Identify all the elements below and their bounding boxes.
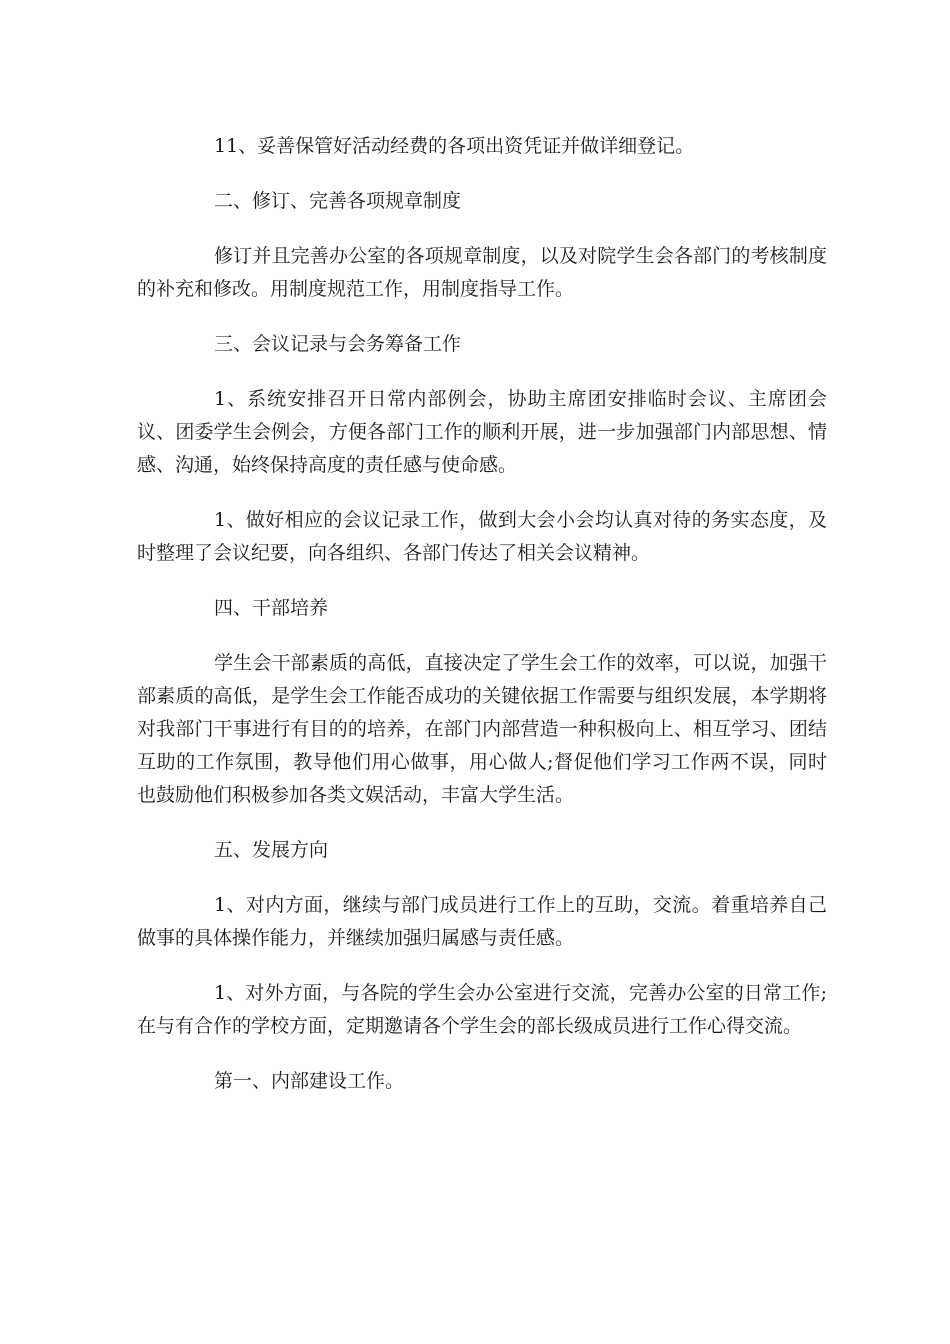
paragraph-internal-development: 1、对内方面，继续与部门成员进行工作上的互助，交流。着重培养自己做事的具体操作能力，并继续加强归属感与责任感。 bbox=[137, 894, 827, 949]
list-item-fund-records: 11、妥善保管好活动经费的各项出资凭证并做详细登记。 bbox=[214, 135, 695, 157]
paragraph-regulations: 修订并且完善办公室的各项规章制度，以及对院学生会各部门的考核制度的补充和修改。用制度规范工作，用制度指导工作。 bbox=[137, 245, 827, 300]
paragraph-cadre-training: 学生会干部素质的高低，直接决定了学生会工作的效率，可以说，加强干部素质的高低，是学生会工作能否成功的关键依据工作需要与组织发展，本学期将对我部门干事进行有目的的培养，在部门内部营造一种积极向上、相互学习、团结互助的工作氛围，教导他们用心做事，用心做人;督促他们学习工作两不误，同时也鼓励他们积极参加各类文娱活动，丰富大学生活。 bbox=[137, 652, 827, 806]
document-body bbox=[137, 130, 827, 1120]
paragraph-meeting-minutes: 1、做好相应的会议记录工作，做到大会小会均认真对待的务实态度，及时整理了会议纪要，向各组织、各部门传达了相关会议精神。 bbox=[137, 509, 827, 564]
section-heading-meetings: 三、会议记录与会务筹备工作 bbox=[214, 333, 462, 355]
paragraph-external-development: 1、对外方面，与各院的学生会办公室进行交流，完善办公室的日常工作;在与有合作的学校方面，定期邀请各个学生会的部长级成员进行工作心得交流。 bbox=[137, 982, 827, 1037]
section-heading-regulations: 二、修订、完善各项规章制度 bbox=[214, 190, 462, 212]
section-heading-cadre-training: 四、干部培养 bbox=[214, 597, 329, 619]
section-heading-development: 五、发展方向 bbox=[214, 839, 329, 861]
paragraph-meetings-schedule: 1、系统安排召开日常内部例会，协助主席团安排临时会议、主席团会议、团委学生会例会，方便各部门工作的顺利开展，进一步加强部门内部思想、情感、沟通，始终保持高度的责任感与使命感。 bbox=[137, 388, 827, 476]
section-heading-internal-construction: 第一、内部建设工作。 bbox=[214, 1070, 405, 1092]
